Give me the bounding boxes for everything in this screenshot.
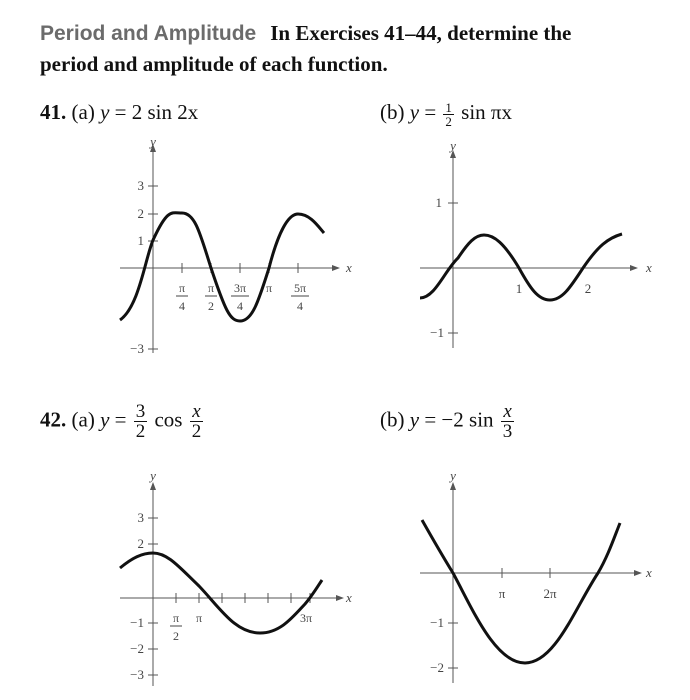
- y-tick-label: −2: [430, 660, 444, 675]
- y-axis-label: y: [450, 468, 456, 483]
- equation-rhs: 2 sin 2x: [131, 100, 199, 124]
- x-tick-label: 1: [515, 281, 523, 296]
- y-tick-label: −3: [130, 341, 144, 356]
- part-label: (a): [71, 100, 95, 124]
- x-tick-label-den: 4: [297, 299, 303, 313]
- equation-rhs: sin πx: [461, 100, 513, 124]
- equals-sign: =: [424, 407, 437, 432]
- x-axis-label: x: [646, 260, 652, 275]
- x-tick-label: π: [498, 586, 506, 601]
- instructions-line2: period and amplitude of each function.: [40, 52, 388, 76]
- x-tick-label-den: 4: [179, 299, 185, 313]
- part-label: (b): [380, 100, 405, 124]
- function-name: cos: [154, 407, 183, 432]
- x-tick-label-num: π: [172, 611, 180, 625]
- y-tick-label: 3: [137, 178, 144, 193]
- graph-42b: [400, 458, 680, 693]
- equation-lhs: y: [100, 407, 110, 432]
- y-tick-label: −2: [130, 641, 144, 656]
- x-tick-label-den: 2: [208, 299, 214, 313]
- y-tick-label: −1: [130, 615, 144, 630]
- graph-42a: [100, 458, 370, 693]
- equation-rhs: −2 sin: [441, 407, 494, 432]
- x-tick-label-num: π: [178, 281, 186, 295]
- x-tick-label: 2π: [543, 586, 557, 601]
- exercise-42a-label: [40, 402, 205, 441]
- coefficient-fraction: $\frac{3}{2}$: [135, 401, 146, 442]
- equals-sign: =: [114, 407, 127, 432]
- x-tick-label-num: π: [207, 281, 215, 295]
- equals-sign: =: [114, 100, 127, 124]
- y-tick-label: 1: [435, 195, 442, 210]
- equation-lhs: y: [409, 407, 420, 432]
- graph-41b: [400, 138, 680, 358]
- x-tick-label: 2: [584, 281, 592, 296]
- exercise-number: 41.: [40, 100, 67, 124]
- y-tick-label: −1: [430, 615, 444, 630]
- graph-41a: [100, 138, 370, 368]
- exercise-41a-label: [40, 100, 198, 125]
- section-title: Period and Amplitude: [40, 22, 257, 45]
- x-tick-label-3pi: 3π: [299, 611, 313, 625]
- x-tick-label-den: 2: [173, 629, 179, 643]
- equation-lhs: y: [100, 100, 110, 124]
- equals-sign: =: [424, 100, 437, 124]
- argument-fraction: $\frac{x}{3}$: [502, 401, 513, 442]
- x-tick-label-pi: π: [195, 611, 203, 625]
- exercise-41b-label: [380, 100, 512, 128]
- part-label: (a): [71, 407, 95, 432]
- argument-fraction: $\frac{x}{2}$: [191, 401, 202, 442]
- x-tick-label-num: 3π: [233, 281, 247, 295]
- x-axis-label: x: [646, 565, 652, 580]
- x-axis-label: x: [346, 590, 352, 605]
- y-tick-label: 2: [137, 206, 144, 221]
- y-tick-label: 1: [137, 233, 144, 248]
- y-axis-label: y: [150, 468, 156, 483]
- y-tick-label: 2: [137, 536, 144, 551]
- x-tick-label-num: 5π: [293, 281, 307, 295]
- y-axis-label: y: [150, 138, 156, 149]
- fraction: $\frac{1}{2}$: [445, 99, 452, 129]
- instructions-line1: In Exercises 41–44, determine the: [270, 21, 572, 45]
- x-axis-label: x: [346, 260, 352, 275]
- exercise-number: 42.: [40, 407, 67, 432]
- exercise-42b-label: [380, 402, 516, 441]
- equation-lhs: y: [409, 100, 420, 124]
- y-tick-label: 3: [137, 510, 144, 525]
- y-tick-label: −3: [130, 667, 144, 682]
- instructions-heading: [40, 18, 680, 79]
- x-tick-label-pi: π: [265, 281, 273, 295]
- x-tick-label-den: 4: [237, 299, 243, 313]
- y-axis-label: y: [450, 138, 456, 153]
- part-label: (b): [380, 407, 405, 432]
- y-tick-label: −1: [430, 325, 444, 340]
